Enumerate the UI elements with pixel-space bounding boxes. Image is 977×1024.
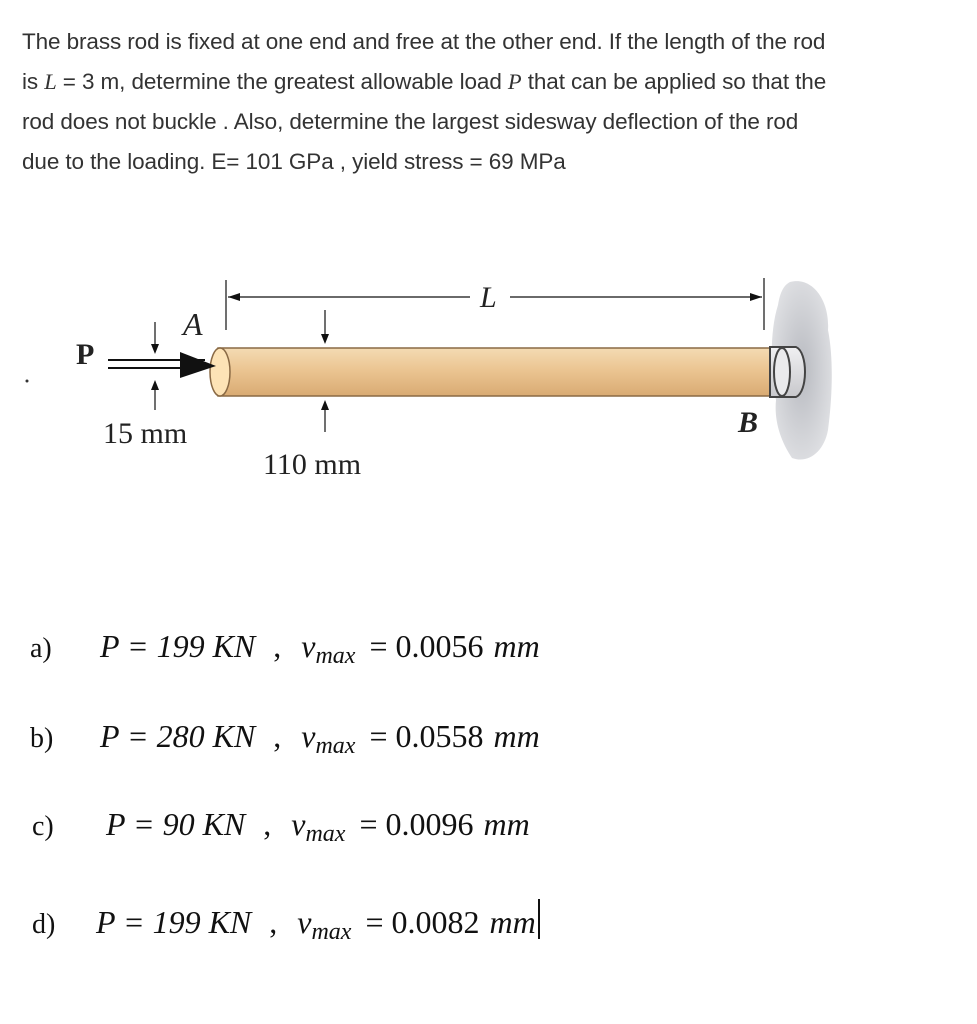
option-b[interactable]: [0, 718, 540, 768]
dim-15-label: 15 mm: [103, 417, 188, 450]
option-c[interactable]: [0, 806, 530, 856]
brass-rod: [218, 348, 784, 396]
label-A: A: [183, 306, 203, 342]
option-d-value: = 0.0082: [365, 904, 480, 940]
option-a-letter: a): [30, 633, 52, 664]
option-c-sub: max: [305, 821, 346, 847]
option-a-v: v: [301, 628, 316, 664]
option-d-letter: d): [32, 909, 56, 940]
dim-15-arrowhead-bottom: [151, 380, 159, 390]
option-b-sub: max: [315, 733, 356, 759]
option-b-v: v: [301, 718, 316, 754]
option-c-comma: ,: [263, 806, 272, 842]
option-a-sub: max: [315, 643, 356, 669]
rod-fixed-end: [774, 348, 790, 396]
option-a-comma: ,: [273, 628, 282, 664]
option-d-v: v: [297, 904, 312, 940]
problem-line-1: The brass rod is fixed at one end and free at the other end. If the length of the rod: [22, 29, 826, 54]
option-b-value: = 0.0558: [369, 718, 484, 754]
option-c-load: P = 90 KN: [106, 806, 246, 842]
problem-line-2-pre: is: [22, 69, 45, 94]
variable-L: L: [44, 69, 57, 94]
option-a-load: P = 199 KN: [100, 628, 256, 664]
option-b-unit: mm: [493, 718, 540, 754]
dim-L-arrowhead-right: [750, 293, 762, 301]
dim-L-arrowhead-left: [228, 293, 240, 301]
stray-dot: [26, 380, 29, 383]
option-d[interactable]: [0, 893, 540, 943]
option-a[interactable]: [0, 628, 540, 678]
problem-line-4: due to the loading. E= 101 GPa , yield stress = 69 MPa: [22, 149, 566, 174]
option-c-value: = 0.0096: [359, 806, 474, 842]
dim-110-arrowhead-bottom: [321, 400, 329, 410]
option-c-letter: c): [32, 811, 54, 842]
label-L: L: [480, 281, 497, 314]
problem-line-3: rod does not buckle . Also, determine the largest sidesway deflection of the rod: [22, 109, 799, 134]
option-d-sub: max: [311, 919, 352, 945]
option-a-value: = 0.0056: [369, 628, 484, 664]
option-b-load: P = 280 KN: [100, 718, 256, 754]
dim-15-arrowhead-top: [151, 344, 159, 354]
dim-110-arrowhead-top: [321, 334, 329, 344]
problem-line-2-mid: = 3 m, determine the greatest allowable load: [56, 69, 508, 94]
text-cursor: [538, 899, 540, 939]
label-B: B: [738, 406, 759, 439]
option-d-unit: mm: [489, 904, 536, 940]
option-b-comma: ,: [273, 718, 282, 754]
option-d-comma: ,: [269, 904, 278, 940]
option-d-load: P = 199 KN: [96, 904, 252, 940]
option-b-letter: b): [30, 723, 54, 754]
label-P: P: [76, 338, 95, 371]
rod-free-end: [210, 348, 230, 396]
option-a-unit: mm: [493, 628, 540, 664]
dim-110-label: 110 mm: [263, 448, 362, 481]
option-c-v: v: [291, 806, 306, 842]
problem-line-2-end: that can be applied so that the: [521, 69, 827, 94]
option-c-unit: mm: [483, 806, 530, 842]
variable-P: P: [507, 69, 522, 94]
